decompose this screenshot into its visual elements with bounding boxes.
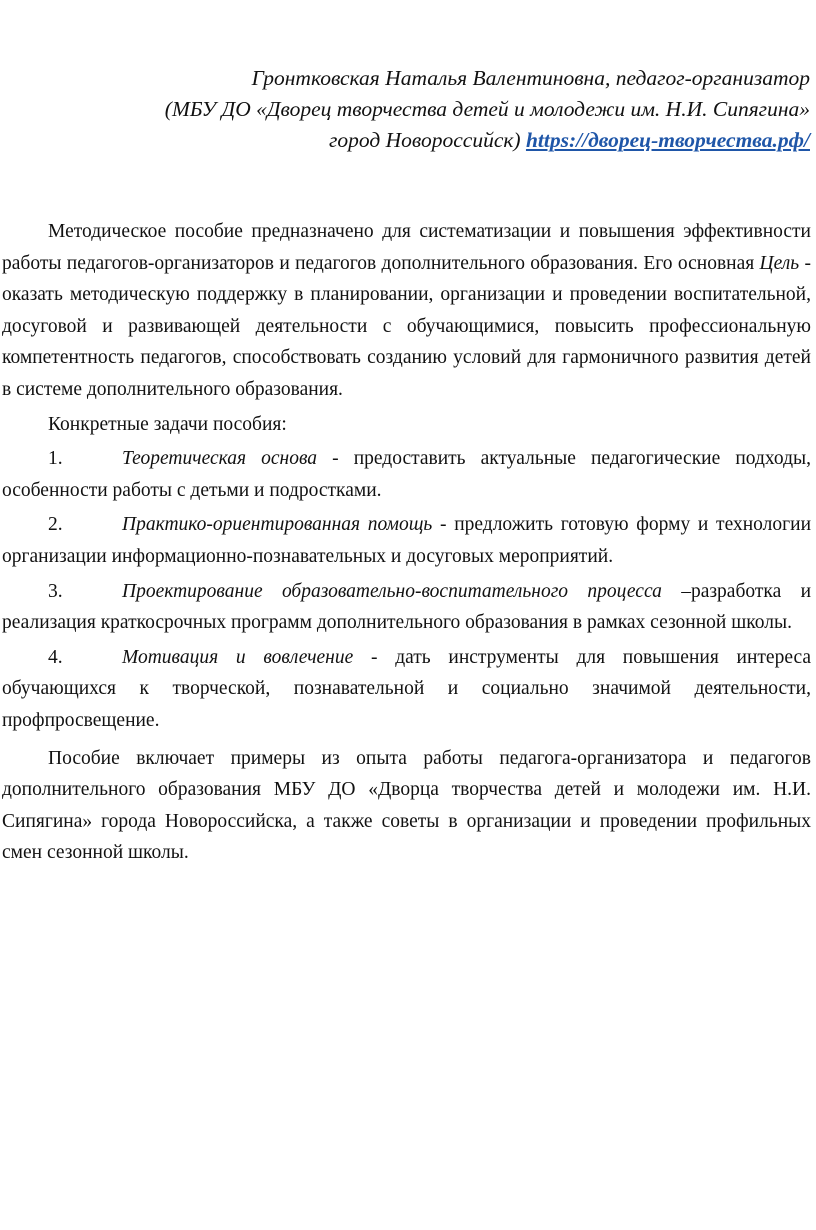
intro-paragraph [2,216,811,409]
city-text: город Новороссийск) [329,128,521,152]
tasks-heading: Конкретные задачи пособия: [48,413,287,435]
author-header [30,63,810,156]
task-text: - предложить готовую форму и технологии организации информационно-познавательных и досуговых мероприятий. [2,514,812,567]
city-line [30,125,810,156]
task-text: - дать инструменты для повышения интереса обучающихся к творческой, познавательной и социально значимой деятельности, профпросвещение. [2,646,812,731]
goal-word: Цель [759,252,800,274]
closing-paragraph: Пособие включает примеры из опыта работы педагога-организатора и педагогов дополнительного образования МБУ ДО «Дворца творчества детей и молодежи им. Н.И. Сипягина» города Новороссийска, а также советы в организации и проведении профильных смен сезонной школы. [2,747,811,864]
task-title: Мотивация и вовлечение [122,646,354,668]
task-item-3 [2,576,811,642]
author-name-line: Гронтковская Наталья Валентиновна, педагог-организатор [251,66,810,90]
task-title: Теоретическая основа [122,448,318,470]
website-link[interactable]: https://дворец-творчества.рф/ [525,128,810,152]
document-body [2,216,811,869]
task-number: 4. [48,646,63,668]
task-title: Проектирование образовательно-воспитательного процесса [122,580,662,602]
intro-text-2: - оказать методическую поддержку в планировании, организации и проведении воспитательной, досуговой и развивающей деятельности с обучающимися, повысить профессиональную компетентность педагогов, способствовать созданию условий для гармоничного развития детей в системе дополнительного образования. [2,252,811,400]
task-text: –разработка и реализация краткосрочных программ дополнительного образования в рамках сезонной школы. [2,580,811,634]
task-number: 1. [48,448,63,470]
task-title: Практико-ориентированная помощь [122,514,433,536]
task-item-4 [2,642,811,740]
task-text: - предоставить актуальные педагогические подходы, особенности работы с детьми и подростками. [2,448,811,501]
task-item-2 [2,509,811,575]
task-number: 3. [48,580,63,602]
intro-text-1: Методическое пособие предназначено для систематизации и повышения эффективности работы педагогов-организаторов и педагогов дополнительного образования. Его основная [2,221,811,274]
organization-line: (МБУ ДО «Дворец творчества детей и молодежи им. Н.И. Сипягина» [164,97,810,121]
task-number: 2. [48,514,63,536]
task-item-1 [2,443,811,509]
